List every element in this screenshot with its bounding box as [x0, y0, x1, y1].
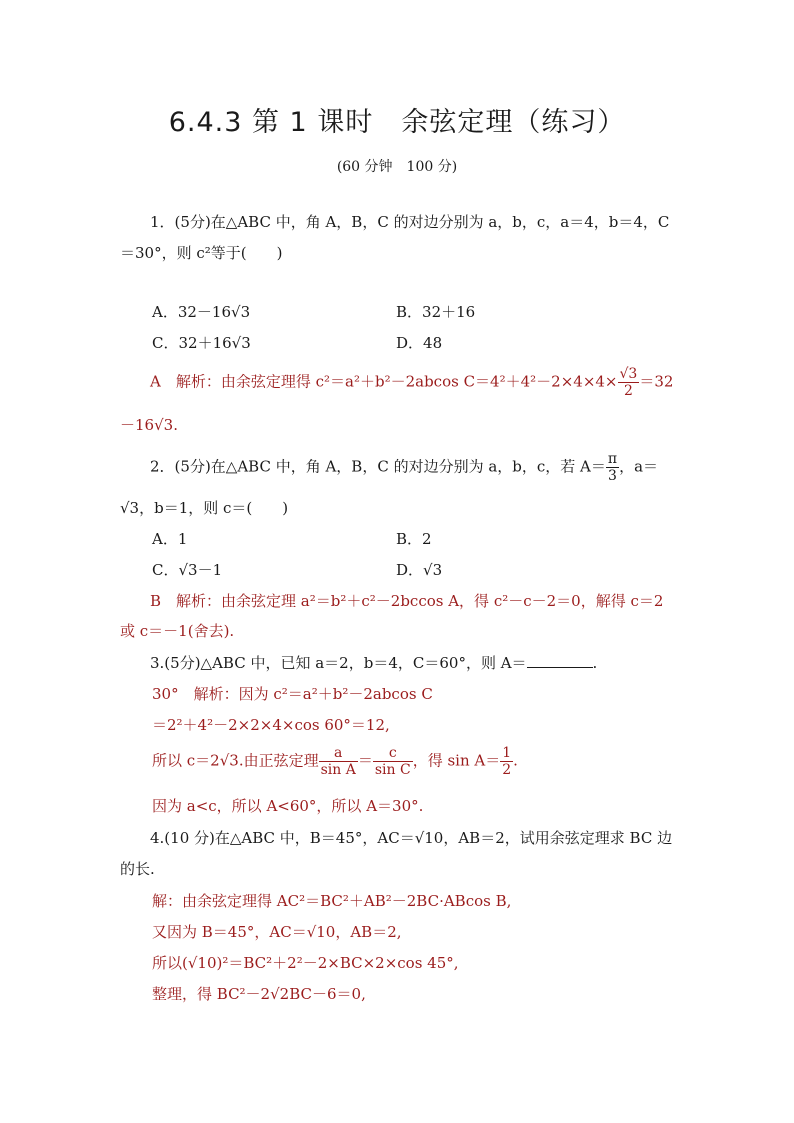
fraction-numerator: 1 — [502, 745, 512, 761]
q3-stem — [150, 652, 597, 673]
q3-answer-end: . — [513, 751, 518, 770]
q3-equals-sign: ＝ — [357, 751, 373, 770]
q1-option-d: D．48 — [396, 334, 443, 352]
q2-stem-tail: ，a＝ — [619, 457, 659, 476]
fraction-numerator: c — [373, 745, 413, 762]
q2-answer-line2: 或 c＝－1(舍去). — [120, 622, 235, 640]
q2-stem-line2: √3，b＝1，则 c＝( ) — [120, 499, 289, 517]
q3-answer-line1: 30° 解析：因为 c²＝a²＋b²－2abcos C — [152, 685, 433, 703]
fraction-denominator: sin C — [374, 762, 411, 778]
q2-stem-line1 — [150, 451, 658, 484]
q1-option-c: C．32＋16√3 — [152, 334, 251, 352]
q2-option-d: D．√3 — [396, 561, 443, 579]
fraction-denominator: sin A — [320, 762, 356, 778]
q2-option-a: A．1 — [152, 530, 188, 548]
q2-answer-line1: B 解析：由余弦定理 a²＝b²＋c²－2bccos A，得 c²－c－2＝0，解得 c＝2 — [150, 592, 664, 610]
q3-fraction-a-over-sin-a — [319, 745, 358, 778]
q3-answer-text: 所以 c＝2√3.由正弦定理 — [152, 751, 319, 770]
q1-answer-text: A 解析：由余弦定理得 c²＝a²＋b²－2abcos C＝4²＋4²－2×4×4× — [150, 372, 618, 391]
page-subtitle: (60 分钟 100 分) — [336, 159, 458, 175]
q4-answer-line3: 所以(√10)²＝BC²＋2²－2×BC×2×cos 45°, — [152, 954, 459, 972]
q1-stem-line1: 1．(5分)在△ABC 中，角 A，B，C 的对边分别为 a，b，c，a＝4，b＝4，C — [150, 213, 670, 231]
q2-stem-fraction — [606, 451, 619, 484]
q3-answer-line2: ＝2²＋4²－2×2×4×cos 60°＝12, — [152, 716, 390, 734]
fraction-denominator: 2 — [502, 762, 512, 778]
q3-answer-mid: ，得 sin A＝ — [412, 751, 501, 770]
q2-option-c: C．√3－1 — [152, 561, 223, 579]
q4-stem-line1: 4.(10 分)在△ABC 中，B＝45°，AC＝√10，AB＝2，试用余弦定理求 BC 边 — [150, 829, 673, 847]
q3-stem-text: 3.(5分)△ABC 中，已知 a＝2，b＝4，C＝60°，则 A＝ — [150, 654, 527, 672]
fraction-denominator: 2 — [623, 383, 633, 399]
fraction-numerator: a — [319, 745, 358, 762]
fraction-numerator: √3 — [619, 366, 638, 382]
q1-answer-line2: －16√3. — [120, 416, 178, 434]
q1-stem-line2: ＝30°，则 c²等于( ) — [120, 244, 283, 262]
q2-stem-text: 2．(5分)在△ABC 中，角 A，B，C 的对边分别为 a，b，c，若 A＝ — [150, 457, 606, 476]
q1-answer-tail: ＝32 — [639, 372, 674, 391]
q1-answer-fraction — [618, 366, 640, 399]
q3-answer-line3 — [152, 745, 518, 778]
page-title: 6.4.3 第 1 课时 余弦定理（练习） — [168, 107, 626, 138]
q4-answer-line4: 整理，得 BC²－2√2BC－6＝0, — [152, 985, 366, 1003]
q3-fraction-c-over-sin-c — [373, 745, 413, 778]
q3-fraction-one-half — [500, 745, 513, 778]
fraction-numerator: π — [607, 451, 618, 467]
q1-option-b: B．32＋16 — [396, 303, 476, 321]
q3-answer-blank — [527, 653, 593, 668]
q2-option-b: B．2 — [396, 530, 432, 548]
fraction-denominator: 3 — [608, 468, 617, 484]
q4-stem-line2: 的长. — [120, 860, 155, 878]
q4-answer-line1: 解：由余弦定理得 AC²＝BC²＋AB²－2BC·ABcos B, — [152, 892, 512, 910]
q4-answer-line2: 又因为 B＝45°，AC＝√10，AB＝2, — [152, 923, 402, 941]
q3-stem-end: . — [592, 654, 598, 672]
q1-option-a: A．32－16√3 — [152, 303, 251, 321]
q3-answer-line4: 因为 a<c，所以 A<60°，所以 A＝30°. — [152, 797, 424, 815]
q1-answer-line1 — [150, 366, 673, 399]
